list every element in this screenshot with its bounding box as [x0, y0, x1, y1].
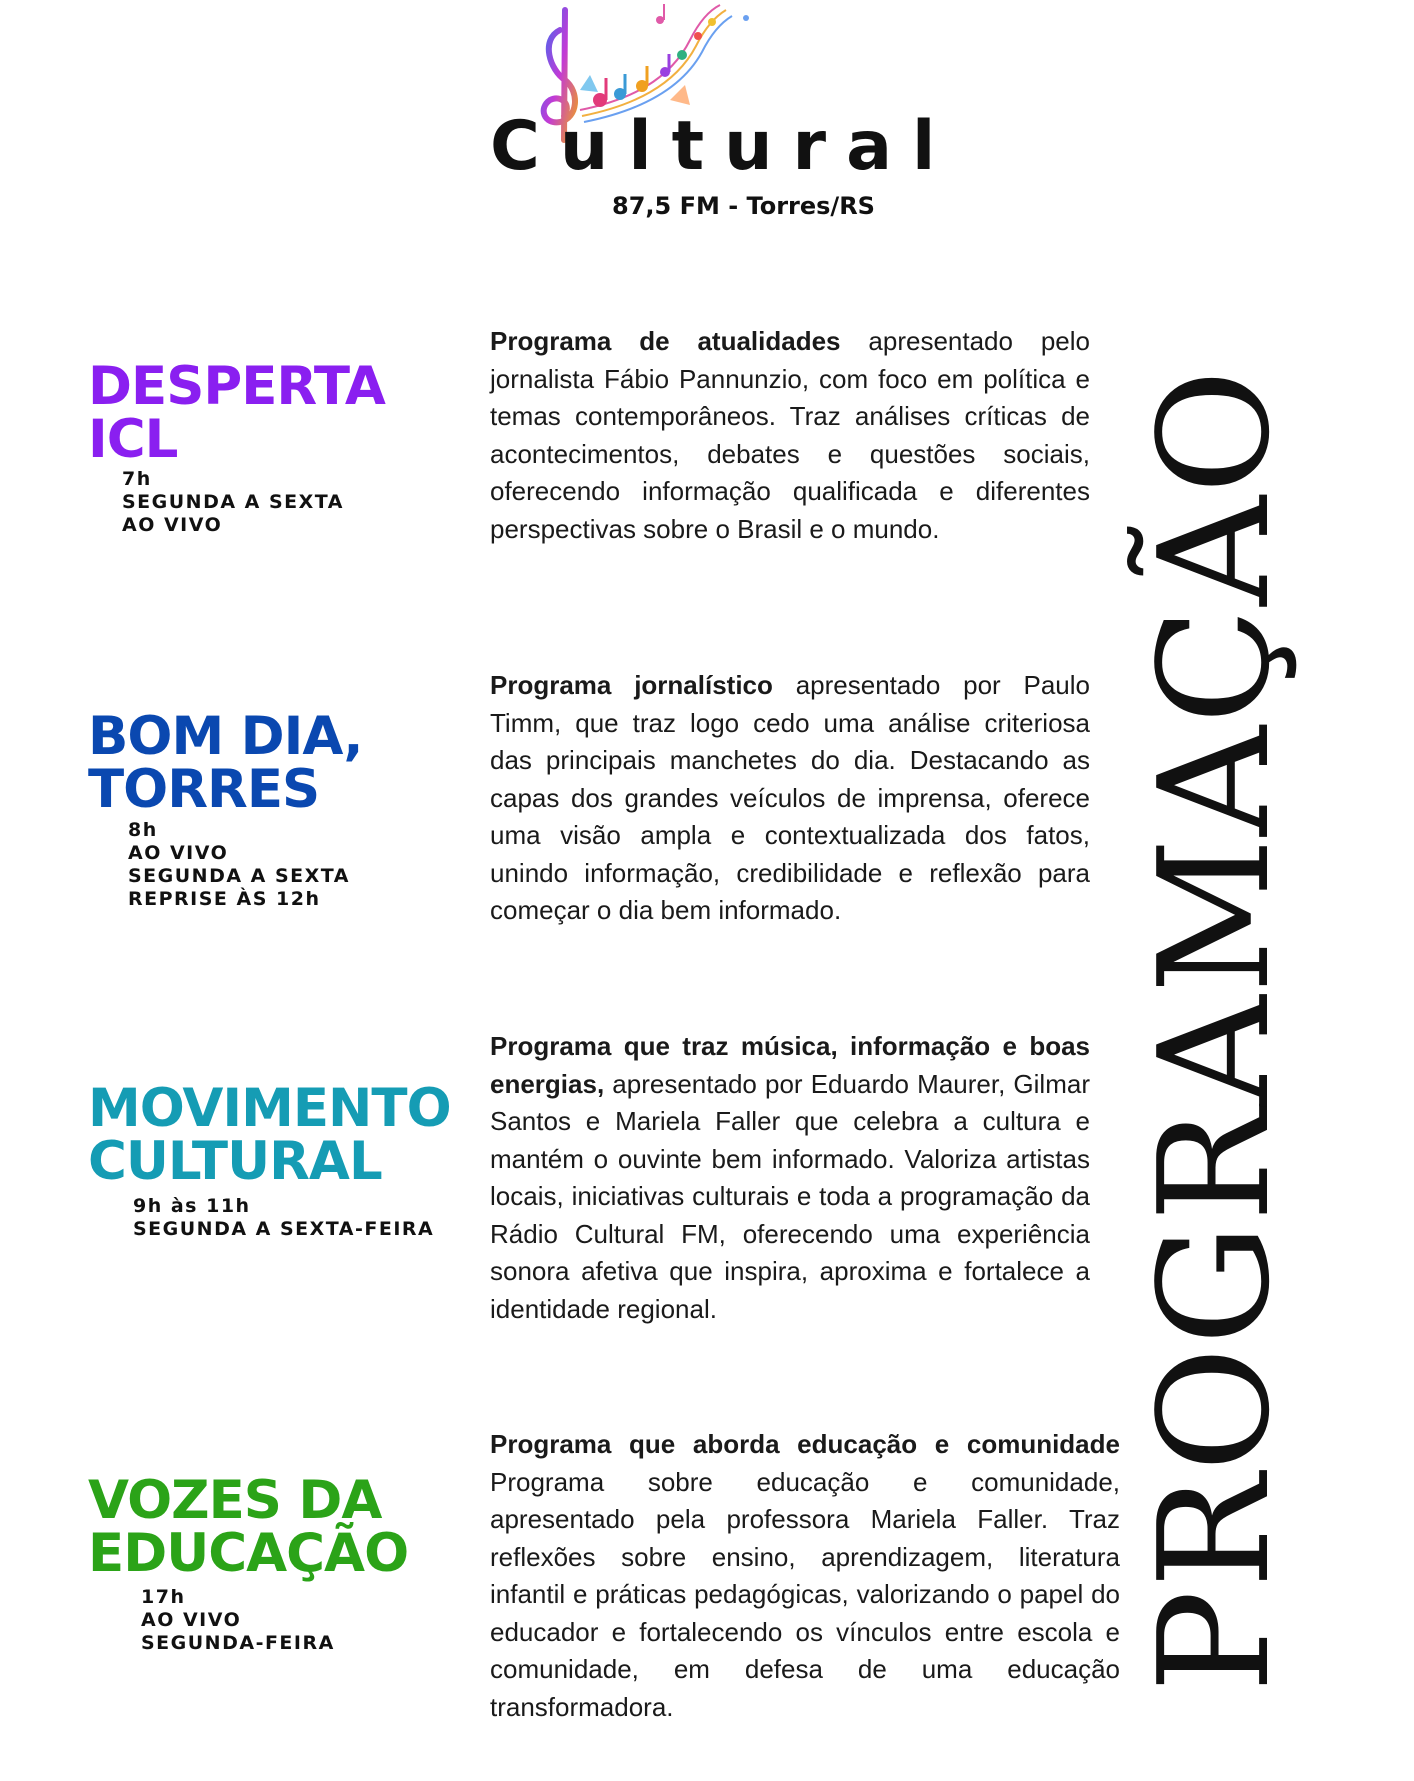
description-body: Programa sobre educação e comunidade, apresentado pela professora Mariela Faller. Traz reflexões sobre ensino, aprendizagem, literatura infantil e práticas pedagógicas, valorizando o papel do educador e fortalecendo os vínculos entre escola e comunidade, em defesa de uma educação transformadora.	[490, 1466, 1120, 1722]
schedule-time: 9h às 11h	[133, 1195, 251, 1217]
description-lead: Programa que aborda educação e comunidade	[490, 1429, 1120, 1459]
schedule-status: AO VIVO	[141, 1609, 242, 1631]
program-schedule-vozes-da-educacao	[141, 1586, 335, 1655]
schedule-status: AO VIVO	[128, 842, 229, 864]
program-description-vozes-da-educacao	[490, 1426, 1120, 1726]
program-schedule-desperta-icl	[122, 468, 344, 537]
program-title-line: MOVIMENTO	[88, 1078, 451, 1139]
description-body: apresentado por Paulo Timm, que traz logo cedo uma análise criteriosa das principais manchetes do dia. Destacando as capas dos grandes veículos de imprensa, oferece uma visão ampla e contextualizada dos fatos, unindo informação, credibilidade e reflexão para começar o dia bem informado.	[490, 670, 1090, 925]
program-schedule-movimento-cultural	[133, 1195, 434, 1241]
schedule-status: AO VIVO	[122, 514, 223, 536]
description-lead: Programa jornalístico	[490, 670, 773, 700]
program-title-line: ICL	[88, 409, 178, 470]
description-body: apresentado por Eduardo Maurer, Gilmar Santos e Mariela Faller que celebra a cultura e mantém o ouvinte bem informado. Valoriza artistas locais, iniciativas culturais e toda a programação da Rádio Cultural FM, oferecendo uma experiência sonora afetiva que inspira, aproxima e fortalece a identidade regional.	[490, 1068, 1090, 1324]
page-title: PROGRAMAÇÃO	[1126, 367, 1303, 1693]
program-description-desperta-icl	[490, 323, 1090, 548]
description-lead: Programa que traz música, informação e boas energias,	[490, 1031, 1090, 1099]
program-title-movimento-cultural	[88, 1078, 451, 1192]
description-body: apresentado pelo jornalista Fábio Pannunzio, com foco em política e temas contemporâneos. Traz análises críticas de acontecimentos, debates e questões sociais, oferecendo informação qualificada e diferentes perspectivas sobre o Brasil e o mundo.	[490, 326, 1090, 544]
program-title-bom-dia-torres	[88, 706, 363, 820]
schedule-time: 8h	[128, 819, 158, 841]
description-lead: Programa de atualidades	[490, 326, 841, 356]
schedule-time: 17h	[141, 1586, 186, 1608]
program-title-line: DESPERTA	[88, 356, 385, 417]
station-frequency: 87,5 FM - Torres/RS	[612, 192, 875, 220]
program-title-line: CULTURAL	[88, 1131, 382, 1192]
schedule-rerun: REPRISE ÀS 12h	[128, 888, 321, 910]
program-description-movimento-cultural	[490, 1028, 1090, 1328]
schedule-days: SEGUNDA A SEXTA-FEIRA	[133, 1218, 435, 1240]
vertical-page-title	[1126, 320, 1303, 1740]
schedule-time: 7h	[122, 468, 152, 490]
program-title-line: BOM DIA,	[88, 706, 363, 767]
schedule-days: SEGUNDA-FEIRA	[141, 1632, 335, 1654]
schedule-days: SEGUNDA A SEXTA	[122, 491, 344, 513]
program-title-line: VOZES DA	[88, 1470, 382, 1531]
program-schedule-bom-dia-torres	[128, 819, 350, 911]
station-brand: Cultural	[490, 107, 956, 186]
program-title-vozes-da-educacao	[88, 1470, 409, 1584]
program-title-desperta-icl	[88, 356, 385, 470]
program-title-line: EDUCAÇÃO	[88, 1523, 409, 1584]
schedule-days: SEGUNDA A SEXTA	[128, 865, 350, 887]
program-description-bom-dia-torres	[490, 667, 1090, 930]
program-title-line: TORRES	[88, 759, 320, 820]
